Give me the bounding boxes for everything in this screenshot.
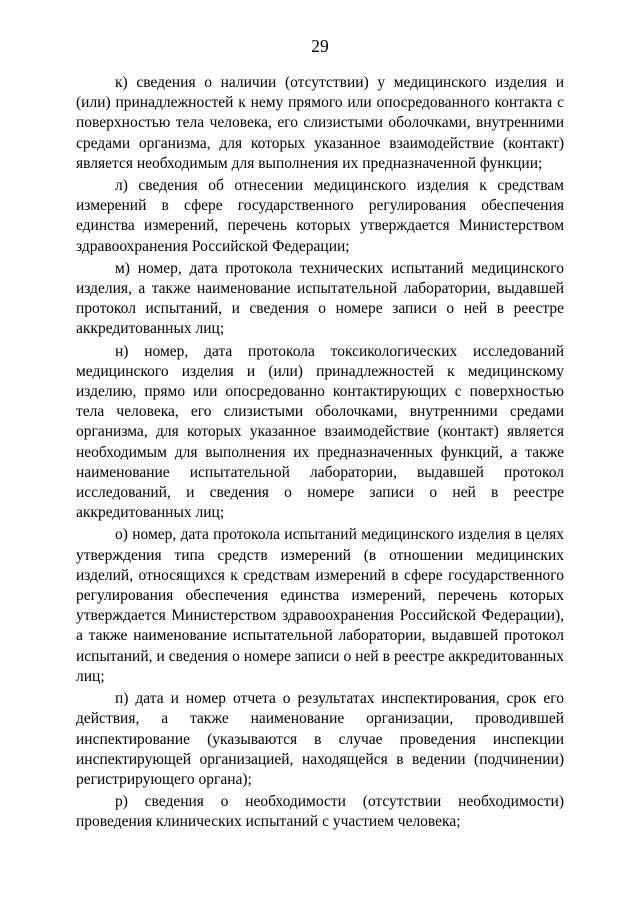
list-item: п) дата и номер отчета о результатах инспектирования, срок его действия, а также наименование организации, проводившей инспектирование (указываются в случае проведения инспекции инспектирующей организацией, находящейся в ведении (подчинении) регистрирующего органа);	[76, 690, 564, 788]
list-item: к) сведения о наличии (отсутствии) у медицинского изделия и (или) принадлежностей к нему прямого или опосредованного контакта с поверхностью тела человека, его слизистыми оболочками, внутренними средами организма, для которых указанное взаимодействие (контакт) является необходимым для выполнения их предназначенной функции;	[76, 74, 564, 172]
list-item: р) сведения о необходимости (отсутствии необходимости) проведения клинических испытаний с участием человека;	[76, 793, 564, 831]
list-item: л) сведения об отнесении медицинского изделия к средствам измерений в сфере государственного регулирования обеспечения единства измерений, перечень которых утверждается Министерством здравоохранения Российской Федерации;	[76, 177, 564, 255]
list-item: о) номер, дата протокола испытаний медицинского изделия в целях утверждения типа средств измерений (в отношении медицинских изделий, относящихся к средствам измерений в сфере государственного регулирования обеспечения единства измерений, перечень которых утверждается Министерством здравоохранения Российской Федерации), а также наименование испытательной лаборатории, выдавшей протокол испытаний, и сведения о номере записи о ней в реестре аккредитованных лиц;	[76, 526, 564, 685]
page-number: 29	[311, 36, 329, 56]
list-item: м) номер, дата протокола технических испытаний медицинского изделия, а также наименование испытательной лаборатории, выдавшей протокол испытаний, и сведения о номере записи о ней в реестре аккредитованных лиц;	[76, 259, 564, 338]
document-body	[76, 73, 564, 835]
list-item: н) номер, дата протокола токсикологических исследований медицинского изделия и (или) принадлежностей к медицинскому изделию, прямо или опосредованно контактирующих с поверхностью тела человека, его слизистыми оболочками, внутренними средами организма, для которых указанное взаимодействие (контакт) является необходимым для выполнения их предназначенных функций, а также наименование испытательной лаборатории, выдавшей протокол исследований, и сведения о номере записи о ней в реестре аккредитованных лиц;	[76, 342, 564, 522]
